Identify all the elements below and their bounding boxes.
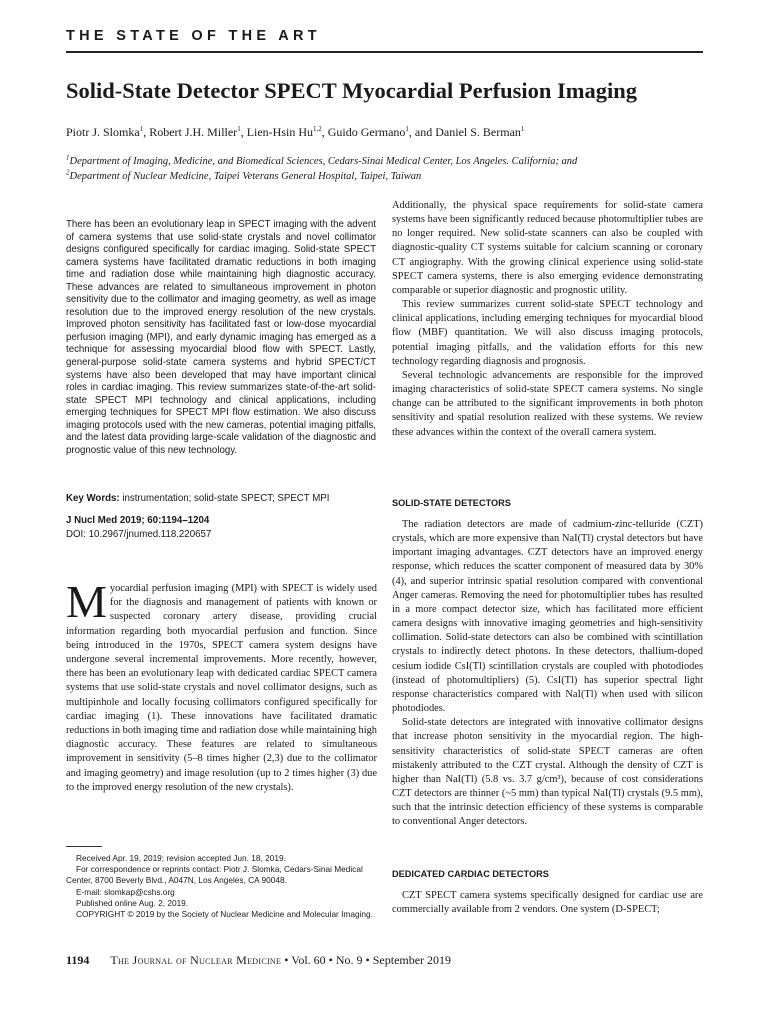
footnote-email: E-mail: slomkap@cshs.org xyxy=(76,886,175,897)
keywords: Key Words: instrumentation; solid-state SPECT; SPECT MPI xyxy=(66,493,330,504)
paragraph: This review summarizes current solid-state SPECT technology and clinical applications, including emerging techniques for myocardial blood flow (MBF) quantitation. We will also discuss imaging protocols, potential imaging pitfalls, and the validation efforts for this new technology regarding diagnosis and prognosis. xyxy=(392,299,703,367)
page-number: 1194 xyxy=(66,953,90,967)
footnotes xyxy=(66,853,378,920)
section-kicker: THE STATE OF THE ART xyxy=(66,28,321,44)
doi: DOI: 10.2967/jnumed.118.220657 xyxy=(66,529,212,540)
journal-name: The Journal of Nuclear Medicine xyxy=(110,953,282,967)
intro-paragraph xyxy=(66,576,377,795)
section-heading-solid-state: SOLID-STATE DETECTORS xyxy=(392,498,511,508)
footnote-rule xyxy=(66,846,102,847)
kicker-rule xyxy=(66,51,703,53)
paragraph: CZT SPECT camera systems specifically designed for cardiac use are commercially available from 2 vendors. One system (D-SPECT; xyxy=(392,890,703,916)
paragraph: The radiation detectors are made of cadmium-zinc-telluride (CZT) crystals, which are more expensive than NaI(Tl) crystal detectors but have important imaging advantages. CZT detectors have an improved energy response, which reduces the scatter component of measured data by 30% (4), and superior intrinsic spatial resolution compared with conventional Anger cameras. Removing the need for photomultiplier tubes has resulted in a more compact detector size, which has facilitated more efficient camera designs with innovative imaging geometries and high-sensitivity collimation. Solid-state detectors can also be combined with scintillation crystals to indirectly detect photons. In these detectors, thallium-doped cesium iodide CsI(Tl) scintillation crystals are coupled with photodiodes (instead of photomultipliers) (5). CsI(Tl) has superior spectral light response characteristics compared with NaI(Tl) when used with silicon photodiodes. xyxy=(392,519,703,715)
paragraph: Several technologic advancements are responsible for the improved imaging characteristics of solid-state SPECT camera systems. No single change can be attributed to the significant improvements in both photon sensitivity and spatial resolution realized with these systems. We review these advances within the context of the overall camera system. xyxy=(392,369,703,438)
footnote-correspondence: For correspondence or reprints contact: Piotr J. Slomka, Cedars-Sinai Medical Center, 8700 Beverly Blvd., A047N, Los Angeles, CA 90048. xyxy=(66,864,363,886)
footnote-copyright: COPYRIGHT © 2019 by the Society of Nuclear Medicine and Molecular Imaging. xyxy=(76,909,373,920)
author-name: Piotr J. Slomka xyxy=(66,125,140,139)
affiliation-2: $^2$Department of Nuclear Medicine, Taipei Veterans General Hospital, Taipei, Taiwan xyxy=(66,168,422,182)
section-heading-dedicated-cardiac: DEDICATED CARDIAC DETECTORS xyxy=(392,869,549,879)
section-solid-state-body xyxy=(392,518,703,829)
author-name: Robert J.H. Miller xyxy=(149,125,238,139)
right-intro xyxy=(392,199,703,440)
section-dedicated-cardiac-body xyxy=(392,889,703,917)
article-title: Solid-State Detector SPECT Myocardial Perfusion Imaging xyxy=(66,78,638,103)
paragraph: Additionally, the physical space requirements for solid-state camera systems have been significantly reduced because photomultiplier tubes are no longer required. New solid-state scanners can also be coupled with diagnostic-quality CT systems suitable for calcium scanning or coronary CT angiography. With the growing clinical experience using solid-state SPECT camera systems, there is also emerging evidence demonstrating comparable or superior diagnostic and prognostic utility. xyxy=(392,200,703,296)
paragraph: Solid-state detectors are integrated with innovative collimator designs that increase photon sensitivity in the myocardial region. The high-sensitivity characteristics of solid-state SPECT cameras are often mistakenly attributed to the CZT crystal. Although the density of CZT is higher than NaI(Tl) (5.8 vs. 3.7 g/cm³), because of cost considerations CZT detectors are thinner (~5 mm) than typical NaI(Tl) crystals (9.5 mm), such that the intrinsic detection efficiency of these systems is comparable to conventional Anger detectors. xyxy=(392,717,703,828)
intro-text: yocardial perfusion imaging (MPI) with SPECT is widely used for the diagnosis and management of patients with known or suspected coronary artery disease, providing crucial information regarding both myocardial perfusion and function. Since being introduced in the 1970s, SPECT camera system designs have undergone several incremental improvements. More recently, however, there has been an evolutionary leap with dedicated cardiac SPECT camera systems that use solid-state crystals and novel collimator designs, such as multipinhole and locally focusing collimators configured specifically for cardiac imaging (1). These innovations have facilitated dramatic reductions in both imaging time and radiation dose while maintaining high diagnostic accuracy. These features are related to simultaneous improvement in sensitivity (5–8 times higher (2,3) due to the collimator and imaging geometry) and image resolution (up to 2 times higher (3) due to the improved energy resolution of the new crystals). xyxy=(66,583,377,793)
abstract: There has been an evolutionary leap in SPECT imaging with the advent of camera systems that use solid-state crystals and novel collimator designs configured specifically for cardiac imaging. Solid-state SPECT camera systems have facilitated dramatic reductions in both imaging time and radiation dose while maintaining high diagnostic accuracy. These advances are related to simultaneous improvement in photon sensitivity due to the collimator and imaging geometry, as well as image resolution due to the improved energy resolution of the new crystals. Improved photon sensitivity has facilitated fast or low-dose myocardial perfusion imaging (MPI), and early dynamic imaging has emerged as a technique for assessing myocardial blood flow with SPECT. Lastly, general-purpose solid-state camera systems and hybrid SPECT/CT systems have also been developed that may have important clinical roles in cardiac imaging. This review summarizes state-of-the-art solid-state SPECT MPI technology and clinical applications, including emerging techniques for SPECT MPI flow estimation. We also discuss imaging protocols used with the new cameras, potential imaging pitfalls, and the latest data providing large-scale validation of the diagnostic and prognostic value of this new technology. xyxy=(66,219,376,456)
author-name: Guido Germano xyxy=(327,125,406,139)
page-footer: 1194 The Journal of Nuclear Medicine • Vol. 60 • No. 9 • September 2019 xyxy=(66,953,452,967)
author-list: Piotr J. Slomka$^1$, Robert J.H. Miller$^1$, Lien-Hsin Hu$^{1,2}$, Guido Germano$^1$, and Daniel S. Berman$^1$ xyxy=(66,125,525,139)
drop-cap: M xyxy=(66,576,107,627)
footnote-received: Received Apr. 19, 2019; revision accepted Jun. 18, 2019. xyxy=(76,853,286,863)
footnote-published: Published online Aug. 2, 2019. xyxy=(76,897,189,908)
author-name: Daniel S. Berman xyxy=(435,125,521,139)
affiliation-1: $^1$Department of Imaging, Medicine, and Biomedical Sciences, Cedars-Sinai Medical Center, Los Angeles. California; and xyxy=(66,153,578,167)
author-name: Lien-Hsin Hu xyxy=(246,125,314,139)
issue-date: September 2019 xyxy=(372,953,452,967)
citation: J Nucl Med 2019; 60:1194–1204 xyxy=(66,515,210,526)
issue: No. 9 xyxy=(335,953,363,967)
volume: Vol. 60 xyxy=(291,953,326,967)
